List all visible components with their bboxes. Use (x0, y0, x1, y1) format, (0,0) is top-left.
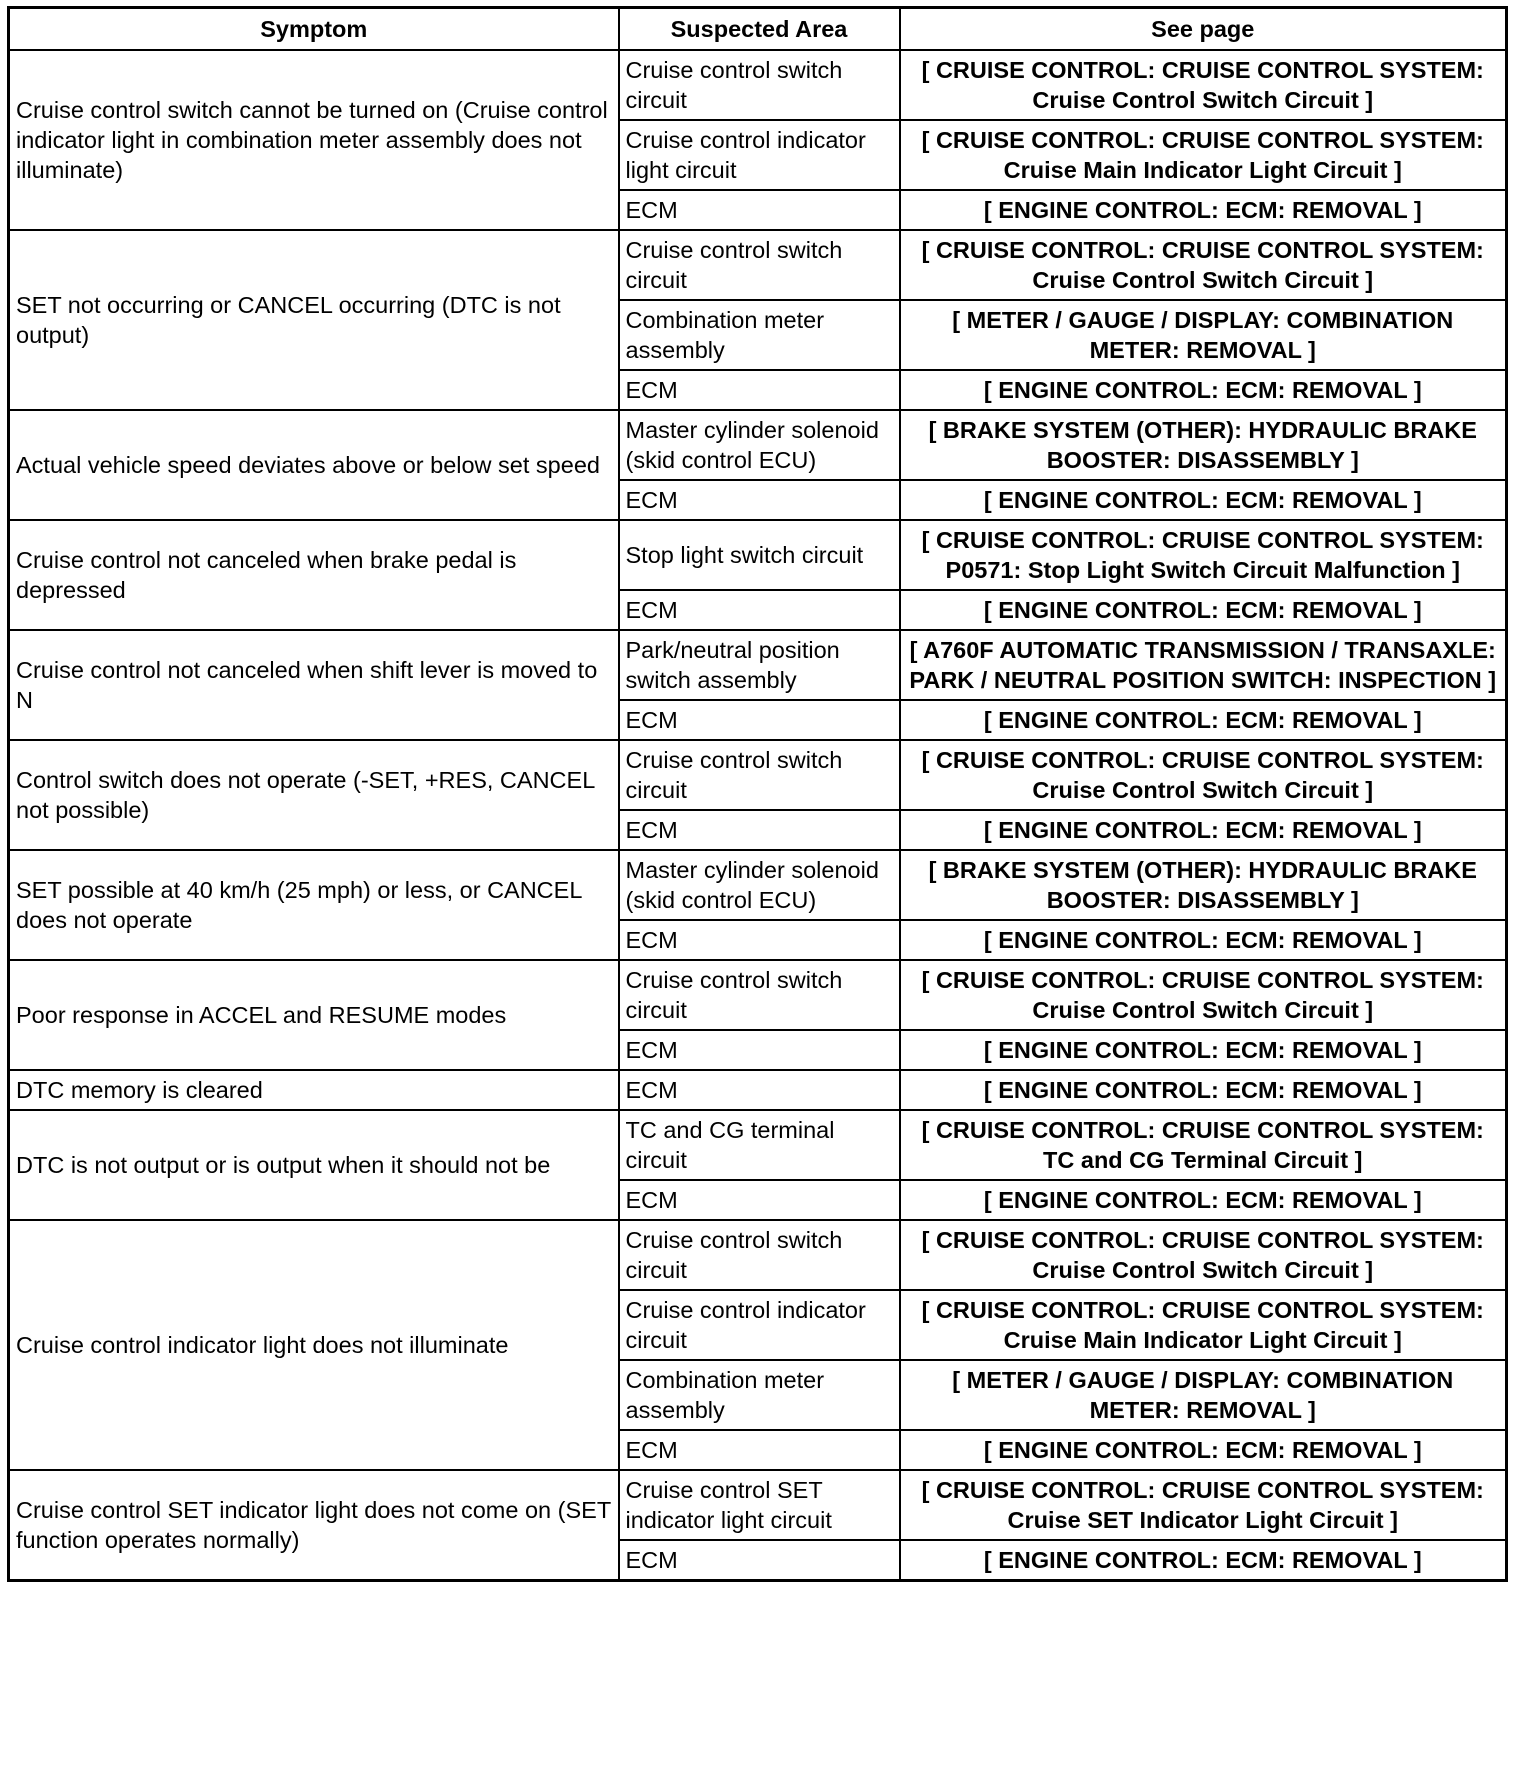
see-page-reference: [ ENGINE CONTROL: ECM: REMOVAL ] (900, 700, 1507, 740)
symptom-cell: Cruise control SET indicator light does not come on (SET function operates normally) (9, 1470, 619, 1581)
suspected-area-cell: Master cylinder solenoid (skid control ECU) (619, 410, 900, 480)
symptom-cell: Actual vehicle speed deviates above or below set speed (9, 410, 619, 520)
suspected-area-cell: Cruise control indicator light circuit (619, 120, 900, 190)
suspected-area-cell: ECM (619, 1070, 900, 1110)
symptom-cell: Cruise control switch cannot be turned on (Cruise control indicator light in combination meter assembly does not illuminate) (9, 50, 619, 230)
see-page-reference: [ CRUISE CONTROL: CRUISE CONTROL SYSTEM: P0571: Stop Light Switch Circuit Malfunction ] (900, 520, 1507, 590)
suspected-area-cell: ECM (619, 480, 900, 520)
see-page-reference: [ ENGINE CONTROL: ECM: REMOVAL ] (900, 920, 1507, 960)
see-page-reference: [ ENGINE CONTROL: ECM: REMOVAL ] (900, 810, 1507, 850)
suspected-area-cell: ECM (619, 810, 900, 850)
suspected-area-cell: Stop light switch circuit (619, 520, 900, 590)
suspected-area-cell: ECM (619, 700, 900, 740)
table-row (9, 960, 1507, 1030)
see-page-reference: [ ENGINE CONTROL: ECM: REMOVAL ] (900, 1180, 1507, 1220)
table-row (9, 740, 1507, 810)
see-page-reference: [ CRUISE CONTROL: CRUISE CONTROL SYSTEM: Cruise Control Switch Circuit ] (900, 960, 1507, 1030)
see-page-reference: [ ENGINE CONTROL: ECM: REMOVAL ] (900, 590, 1507, 630)
symptom-cell: SET possible at 40 km/h (25 mph) or less, or CANCEL does not operate (9, 850, 619, 960)
see-page-reference: [ ENGINE CONTROL: ECM: REMOVAL ] (900, 1030, 1507, 1070)
table-row (9, 630, 1507, 700)
suspected-area-cell: Combination meter assembly (619, 1360, 900, 1430)
see-page-reference: [ METER / GAUGE / DISPLAY: COMBINATION METER: REMOVAL ] (900, 1360, 1507, 1430)
see-page-reference: [ CRUISE CONTROL: CRUISE CONTROL SYSTEM: Cruise SET Indicator Light Circuit ] (900, 1470, 1507, 1540)
symptom-cell: Cruise control not canceled when brake pedal is depressed (9, 520, 619, 630)
table-row (9, 850, 1507, 920)
suspected-area-cell: Master cylinder solenoid (skid control ECU) (619, 850, 900, 920)
suspected-area-cell: Cruise control switch circuit (619, 230, 900, 300)
table-row (9, 520, 1507, 590)
symptom-cell: DTC is not output or is output when it should not be (9, 1110, 619, 1220)
see-page-reference: [ A760F AUTOMATIC TRANSMISSION / TRANSAXLE: PARK / NEUTRAL POSITION SWITCH: INSPECTION ] (900, 630, 1507, 700)
see-page-reference: [ ENGINE CONTROL: ECM: REMOVAL ] (900, 190, 1507, 230)
suspected-area-cell: Combination meter assembly (619, 300, 900, 370)
table-row (9, 50, 1507, 120)
symptom-cell: Control switch does not operate (-SET, +RES, CANCEL not possible) (9, 740, 619, 850)
suspected-area-cell: Park/neutral position switch assembly (619, 630, 900, 700)
table-row (9, 410, 1507, 480)
table-row (9, 230, 1507, 300)
suspected-area-cell: Cruise control switch circuit (619, 960, 900, 1030)
suspected-area-cell: ECM (619, 920, 900, 960)
see-page-reference: [ CRUISE CONTROL: CRUISE CONTROL SYSTEM: Cruise Control Switch Circuit ] (900, 50, 1507, 120)
suspected-area-cell: Cruise control indicator circuit (619, 1290, 900, 1360)
symptom-cell: SET not occurring or CANCEL occurring (DTC is not output) (9, 230, 619, 410)
suspected-area-cell: ECM (619, 1430, 900, 1470)
see-page-reference: [ METER / GAUGE / DISPLAY: COMBINATION METER: REMOVAL ] (900, 300, 1507, 370)
header-suspected-area: Suspected Area (619, 8, 900, 51)
suspected-area-cell: Cruise control switch circuit (619, 740, 900, 810)
see-page-reference: [ ENGINE CONTROL: ECM: REMOVAL ] (900, 1070, 1507, 1110)
table-row (9, 1110, 1507, 1180)
symptom-cell: Cruise control indicator light does not illuminate (9, 1220, 619, 1470)
see-page-reference: [ CRUISE CONTROL: CRUISE CONTROL SYSTEM: TC and CG Terminal Circuit ] (900, 1110, 1507, 1180)
see-page-reference: [ ENGINE CONTROL: ECM: REMOVAL ] (900, 1540, 1507, 1581)
suspected-area-cell: ECM (619, 1180, 900, 1220)
see-page-reference: [ CRUISE CONTROL: CRUISE CONTROL SYSTEM: Cruise Control Switch Circuit ] (900, 1220, 1507, 1290)
suspected-area-cell: ECM (619, 190, 900, 230)
suspected-area-cell: ECM (619, 1540, 900, 1581)
suspected-area-cell: ECM (619, 1030, 900, 1070)
see-page-reference: [ BRAKE SYSTEM (OTHER): HYDRAULIC BRAKE BOOSTER: DISASSEMBLY ] (900, 410, 1507, 480)
header-see-page: See page (900, 8, 1507, 51)
see-page-reference: [ ENGINE CONTROL: ECM: REMOVAL ] (900, 1430, 1507, 1470)
symptom-table (7, 6, 1508, 1582)
see-page-reference: [ CRUISE CONTROL: CRUISE CONTROL SYSTEM: Cruise Main Indicator Light Circuit ] (900, 1290, 1507, 1360)
header-row (9, 8, 1507, 51)
table-row (9, 1220, 1507, 1290)
symptom-cell: Poor response in ACCEL and RESUME modes (9, 960, 619, 1070)
see-page-reference: [ ENGINE CONTROL: ECM: REMOVAL ] (900, 370, 1507, 410)
table-row (9, 1070, 1507, 1110)
symptom-cell: DTC memory is cleared (9, 1070, 619, 1110)
suspected-area-cell: Cruise control switch circuit (619, 50, 900, 120)
table-row (9, 1470, 1507, 1540)
suspected-area-cell: Cruise control switch circuit (619, 1220, 900, 1290)
suspected-area-cell: ECM (619, 370, 900, 410)
table-body (9, 50, 1507, 1581)
see-page-reference: [ CRUISE CONTROL: CRUISE CONTROL SYSTEM: Cruise Control Switch Circuit ] (900, 230, 1507, 300)
see-page-reference: [ BRAKE SYSTEM (OTHER): HYDRAULIC BRAKE BOOSTER: DISASSEMBLY ] (900, 850, 1507, 920)
header-symptom: Symptom (9, 8, 619, 51)
symptom-cell: Cruise control not canceled when shift lever is moved to N (9, 630, 619, 740)
suspected-area-cell: ECM (619, 590, 900, 630)
see-page-reference: [ CRUISE CONTROL: CRUISE CONTROL SYSTEM: Cruise Main Indicator Light Circuit ] (900, 120, 1507, 190)
see-page-reference: [ ENGINE CONTROL: ECM: REMOVAL ] (900, 480, 1507, 520)
see-page-reference: [ CRUISE CONTROL: CRUISE CONTROL SYSTEM: Cruise Control Switch Circuit ] (900, 740, 1507, 810)
suspected-area-cell: TC and CG terminal circuit (619, 1110, 900, 1180)
suspected-area-cell: Cruise control SET indicator light circuit (619, 1470, 900, 1540)
